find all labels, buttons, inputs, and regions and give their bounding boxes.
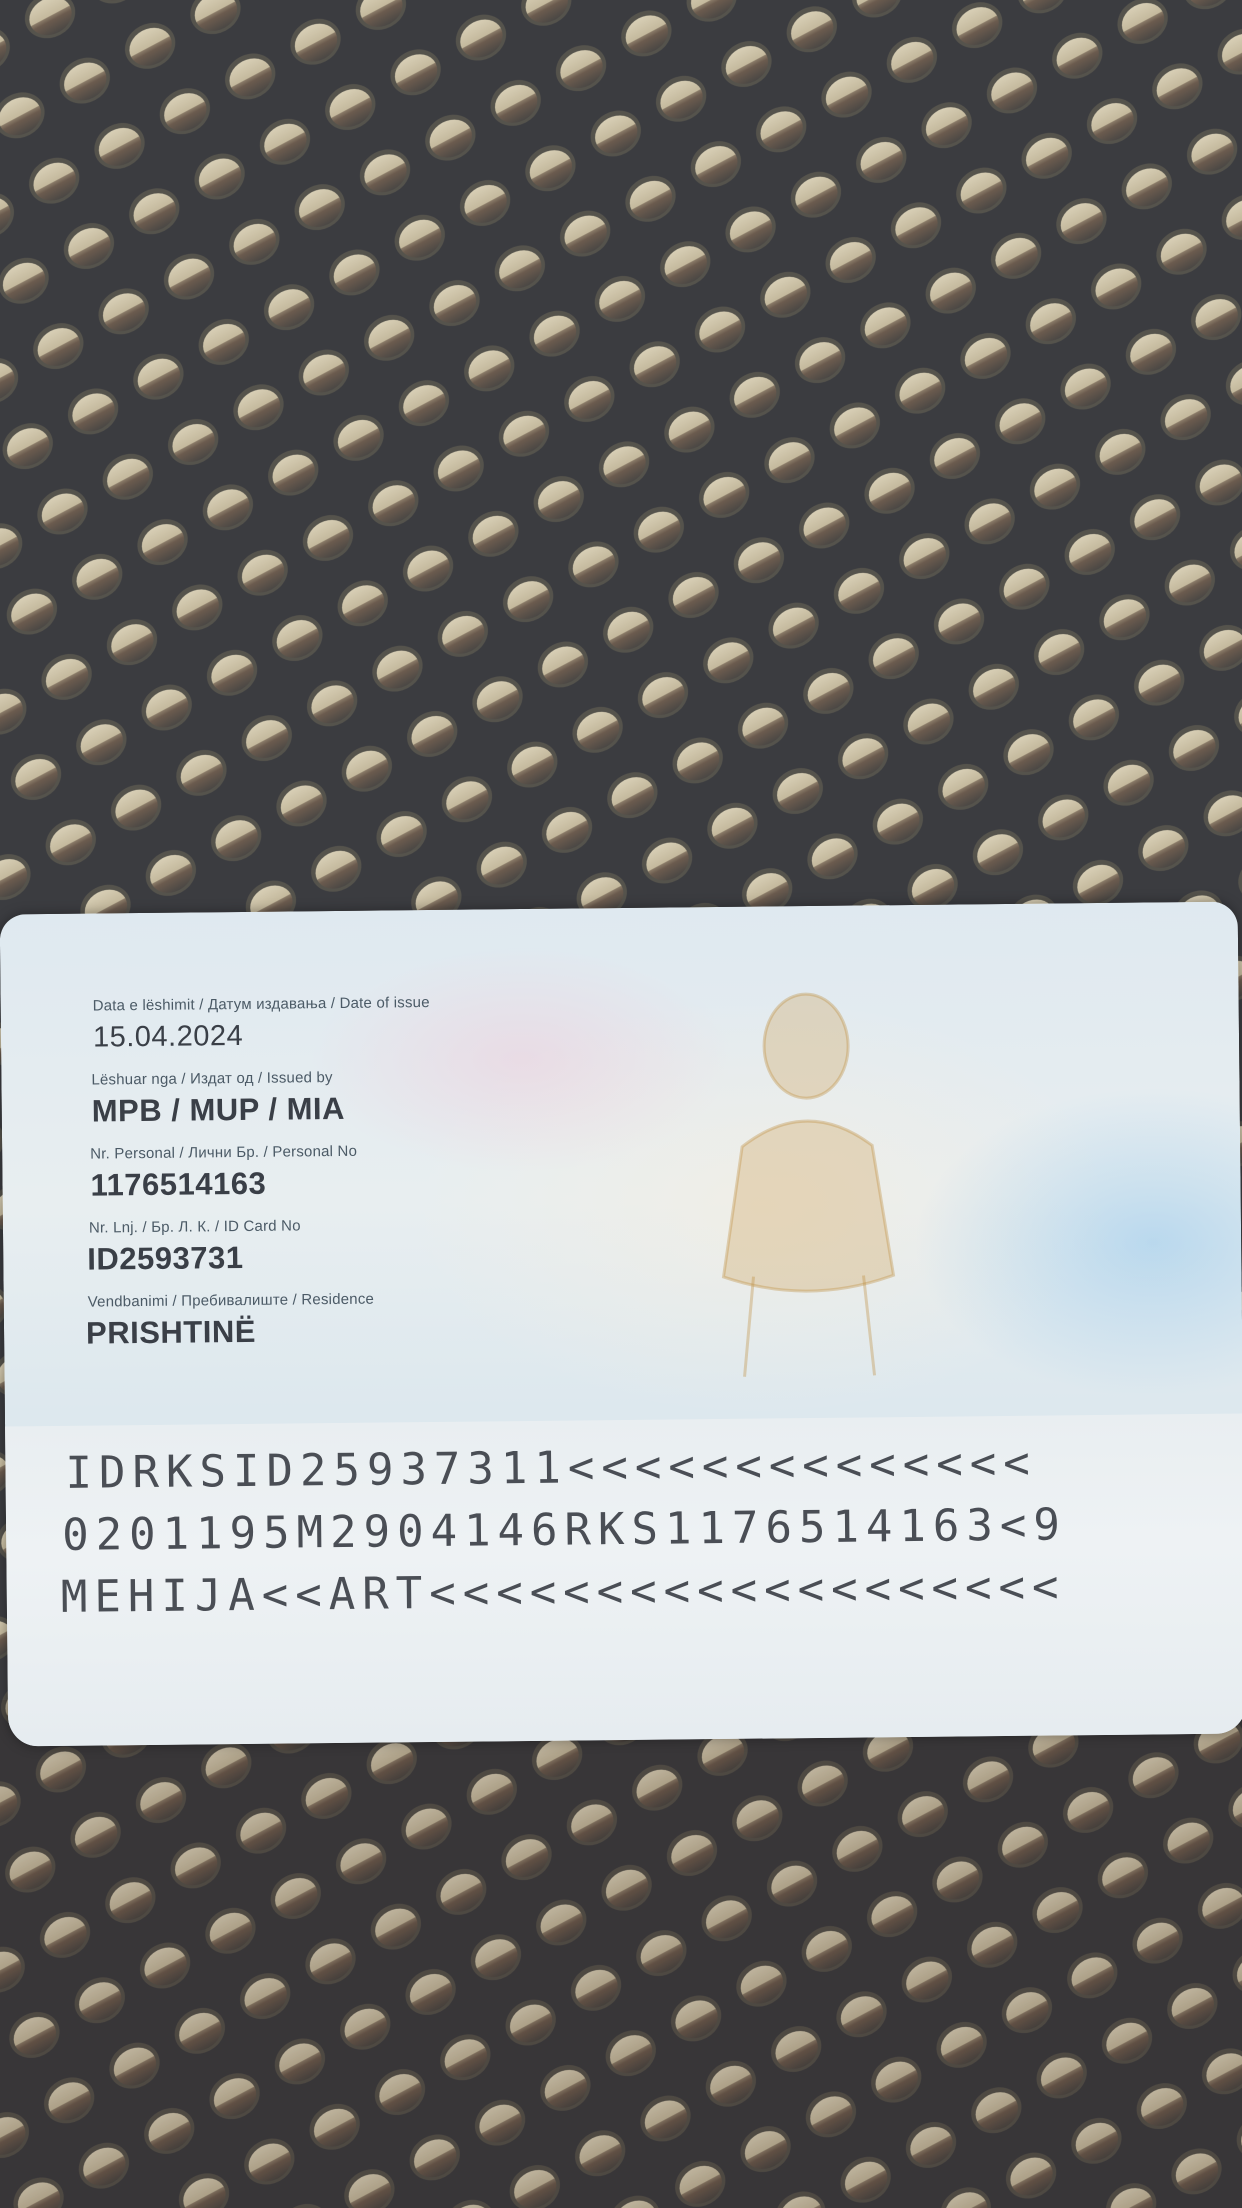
mrz-line-3: MEHIJA<<ART<<<<<<<<<<<<<<<<<<< xyxy=(60,1561,1066,1623)
personal-no-label: Nr. Personal / Лични Бр. / Personal No xyxy=(90,1142,358,1163)
residence-value: PRISHTINË xyxy=(85,1313,257,1351)
date-of-issue-value: 15.04.2024 xyxy=(92,1019,244,1054)
mrz-zone xyxy=(5,1414,1242,1747)
issued-by-value: MPB / MUP / MIA xyxy=(91,1090,346,1129)
mrz-line-2: 0201195M2904146RKS1176514163<9 xyxy=(61,1499,1068,1561)
id-card-no-label: Nr. Lnj. / Бр. Л. К. / ID Card No xyxy=(88,1217,301,1237)
personal-no-value: 1176514163 xyxy=(90,1165,267,1203)
id-card-no-value: ID2593731 xyxy=(87,1239,244,1277)
residence-label: Vendbanimi / Пребивалиште / Residence xyxy=(87,1290,375,1311)
ghost-portrait-icon xyxy=(680,975,934,1398)
date-of-issue-label: Data e lëshimit / Датум издавања / Date of issue xyxy=(92,994,430,1015)
issued-by-label: Lëshuar nga / Издат од / Issued by xyxy=(91,1069,333,1089)
mrz-line-1: IDRKSID25937311<<<<<<<<<<<<<< xyxy=(65,1437,1037,1499)
id-card-back xyxy=(0,902,1242,1747)
